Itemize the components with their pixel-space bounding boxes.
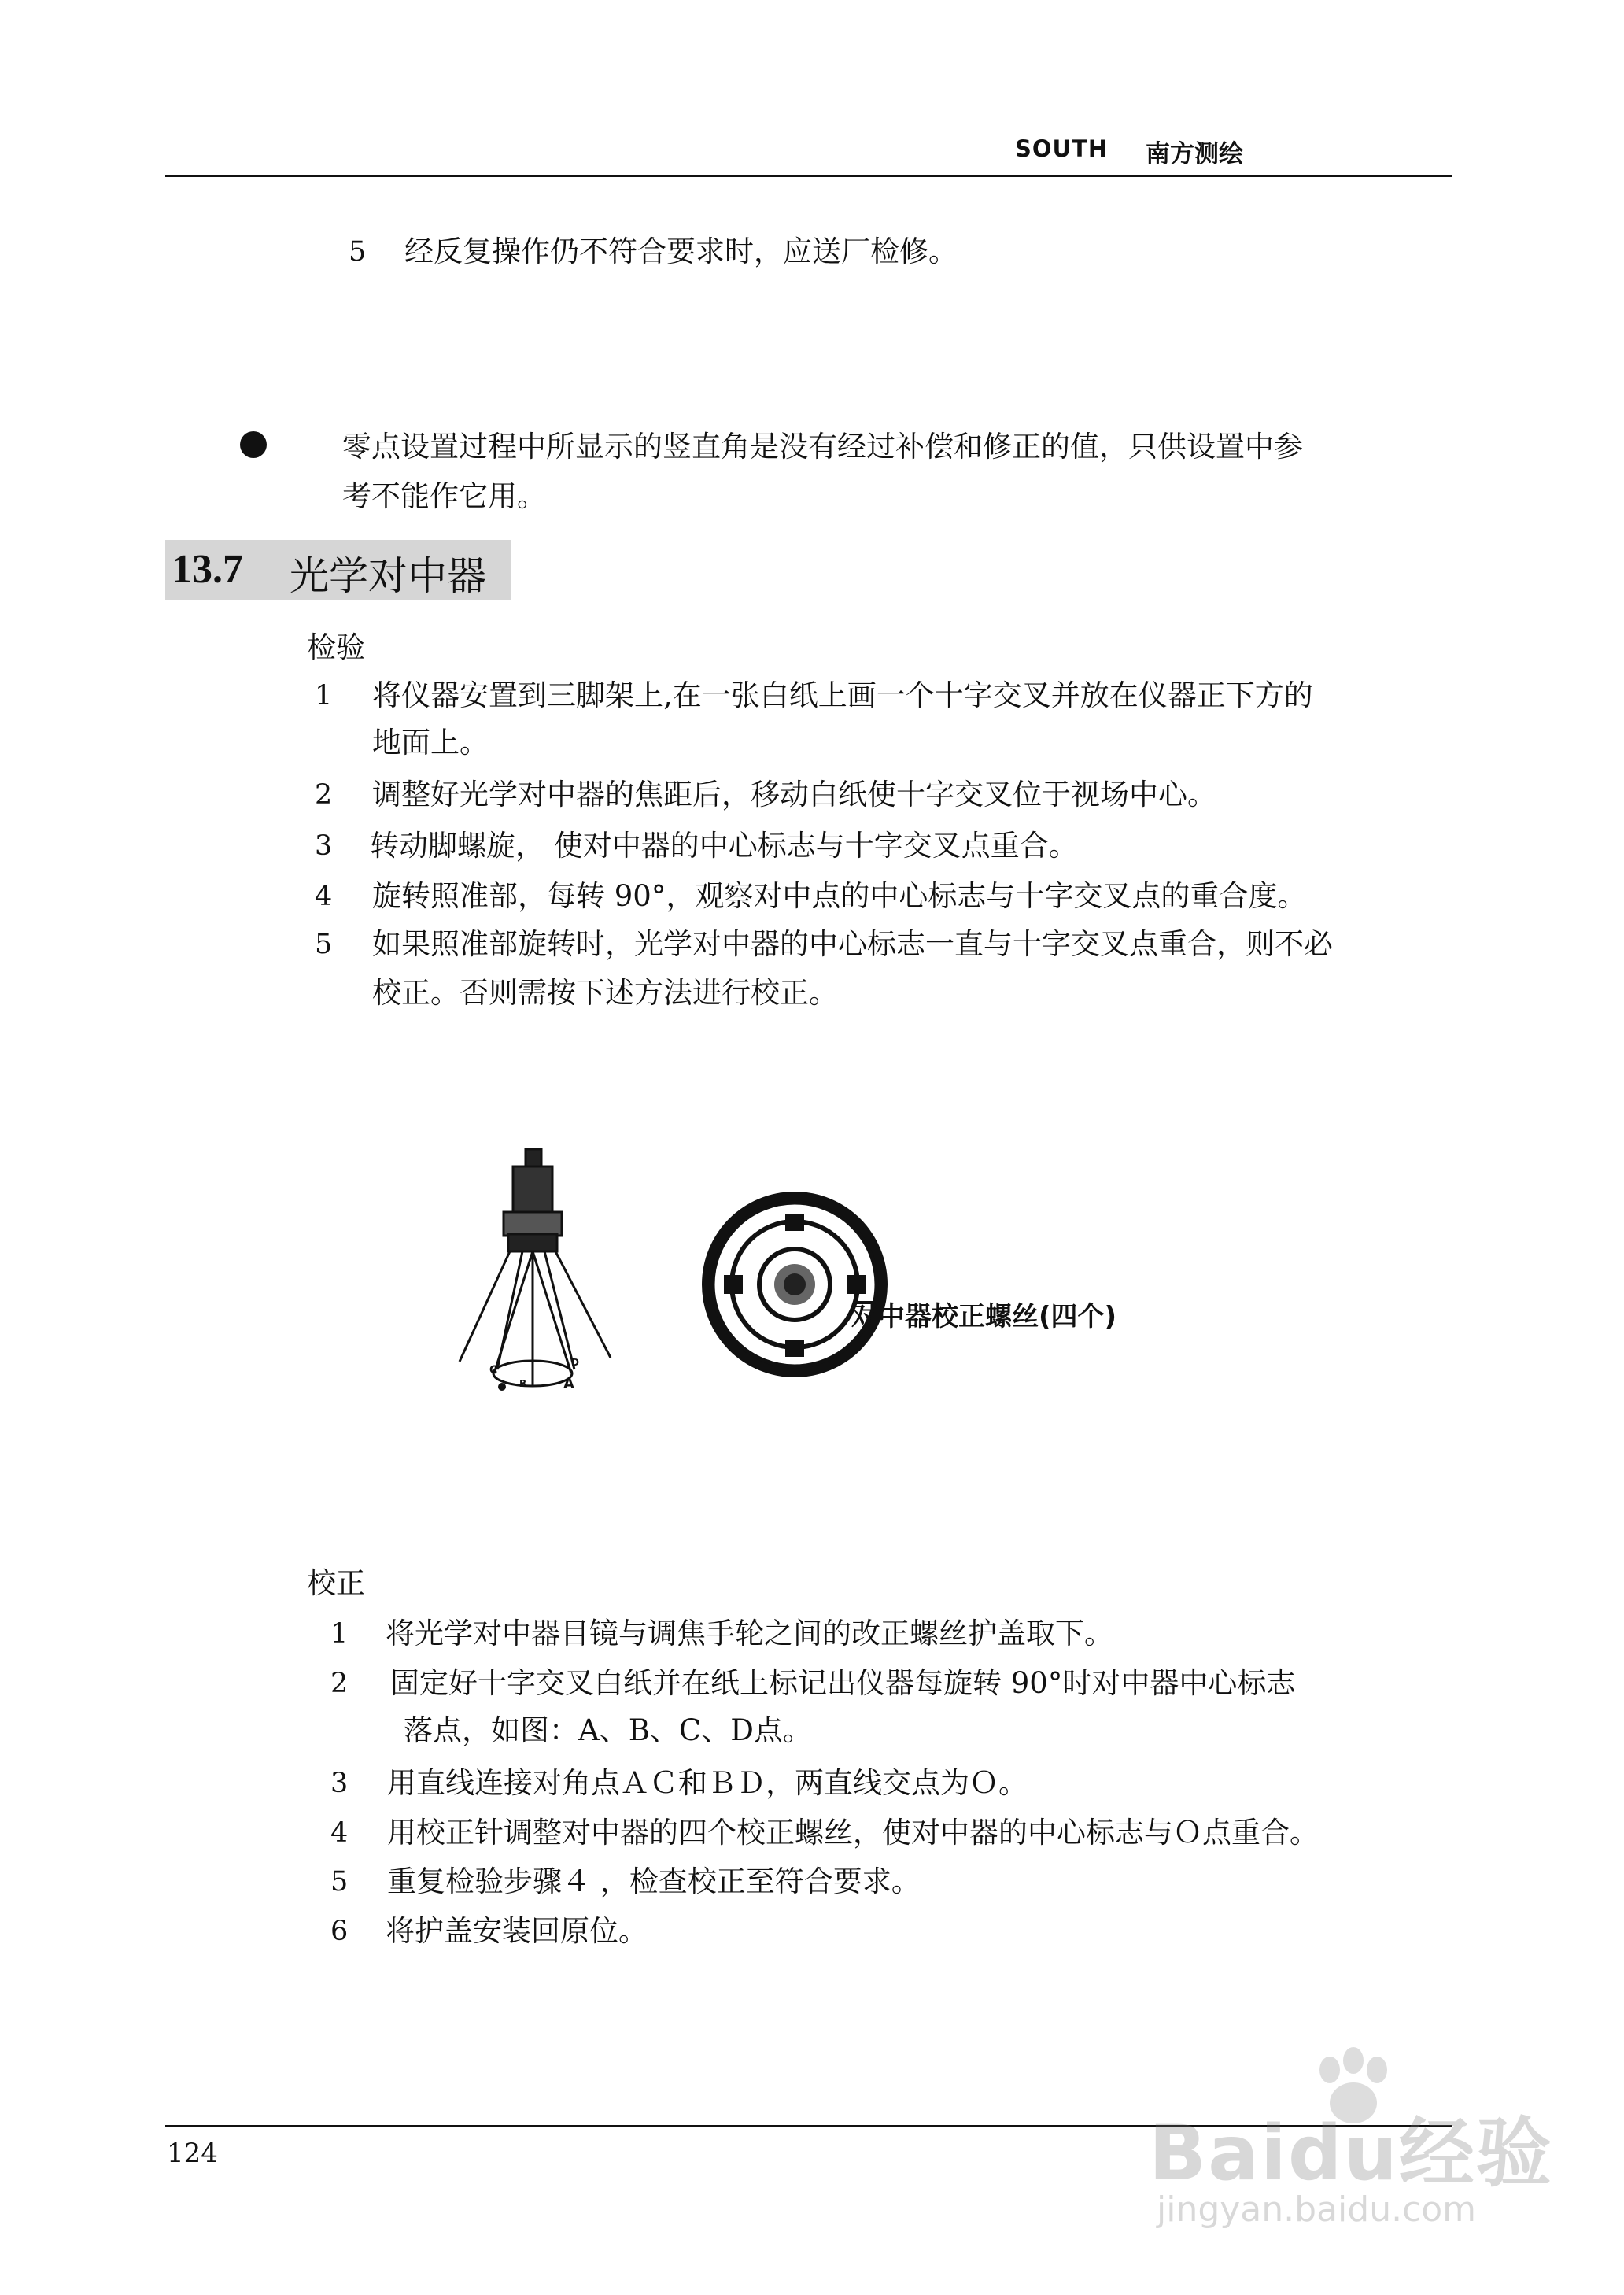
correction-item-1-number: 1 — [330, 1618, 349, 1650]
header-brand: SOUTH — [1015, 135, 1109, 162]
correction-item-5-number: 5 — [330, 1866, 349, 1898]
inspection-item-4-number: 4 — [315, 881, 333, 912]
note-line-1: 零点设置过程中所显示的竖直角是没有经过补偿和修正的值，只供设置中参 — [342, 430, 1303, 464]
figure-point-a: A — [563, 1376, 574, 1392]
section-number: 13.7 — [172, 547, 243, 592]
page-number: 124 — [167, 2138, 218, 2169]
correction-item-2-line-2: 落点，如图：A、B、C、D点。 — [404, 1713, 812, 1747]
correction-item-6-number: 6 — [330, 1916, 349, 1947]
correction-heading: 校正 — [307, 1566, 365, 1600]
tripod-instrument-illustration — [460, 1149, 611, 1386]
inspection-item-2-line-1: 调整好光学对中器的焦距后，移动白纸使十字交叉位于视场中心。 — [372, 778, 1216, 811]
inspection-heading: 检验 — [307, 630, 365, 664]
bullet-icon — [240, 431, 267, 458]
correction-item-5-line-1: 重复检验步骤４ ，检查校正至符合要求。 — [387, 1864, 921, 1898]
inspection-item-4-line-1: 旋转照准部，每转 90°，观察对中点的中心标志与十字交叉点的重合度。 — [372, 879, 1307, 913]
inspection-item-2-number: 2 — [315, 779, 333, 811]
correction-item-2-number: 2 — [330, 1668, 349, 1699]
figure-point-b: B — [519, 1378, 527, 1389]
correction-item-6-line-1: 将护盖安装回原位。 — [386, 1914, 648, 1948]
header-rule — [165, 175, 1452, 177]
inspection-item-5-line-1: 如果照准部旋转时，光学对中器的中心标志一直与十字交叉点重合，则不必 — [372, 927, 1333, 961]
correction-item-4-number: 4 — [330, 1817, 349, 1849]
figure-label: 对中器校正螺丝(四个) — [851, 1301, 1117, 1332]
correction-item-2-line-1: 固定好十字交叉白纸并在纸上标记出仪器每旋转 90°时对中器中心标志 — [390, 1666, 1296, 1700]
inspection-item-1-line-1: 将仪器安置到三脚架上,在一张白纸上画一个十字交叉并放在仪器正下方的 — [372, 678, 1313, 712]
correction-item-1-line-1: 将光学对中器目镜与调焦手轮之间的改正螺丝护盖取下。 — [386, 1617, 1113, 1650]
correction-item-3-number: 3 — [330, 1768, 349, 1799]
figure-point-d: D — [571, 1357, 579, 1368]
inspection-item-1-line-2: 地面上。 — [372, 726, 489, 759]
section-title: 光学对中器 — [290, 553, 486, 599]
figure-point-c: C — [489, 1364, 498, 1377]
watermark-url: jingyan.baidu.com — [1157, 2190, 1477, 2230]
inspection-item-3-number: 3 — [315, 830, 333, 862]
inspection-item-3-line-1: 转动脚螺旋， 使对中器的中心标志与十字交叉点重合。 — [370, 829, 1078, 863]
inspection-item-5-number: 5 — [315, 929, 333, 960]
inspection-item-1-number: 1 — [315, 680, 333, 711]
note-line-2: 考不能作它用。 — [342, 479, 546, 513]
prev-step-number: 5 — [349, 236, 367, 268]
figure — [456, 1133, 1212, 1432]
watermark-logo: Baidu经验 — [1149, 2109, 1553, 2197]
figure-drawing — [456, 1133, 1212, 1432]
watermark — [1149, 2046, 1558, 2230]
inspection-item-5-line-2: 校正。否则需按下述方法进行校正。 — [372, 976, 838, 1010]
prev-step-text: 经反复操作仍不符合要求时，应送厂检修。 — [404, 235, 958, 268]
header-brand-cn: 南方测绘 — [1146, 140, 1243, 168]
correction-item-4-line-1: 用校正针调整对中器的四个校正螺丝，使对中器的中心标志与Ｏ点重合。 — [387, 1816, 1319, 1850]
correction-item-3-line-1: 用直线连接对角点ＡＣ和ＢＤ，两直线交点为Ｏ。 — [387, 1766, 1028, 1800]
gear-screw-illustration — [702, 1192, 888, 1377]
